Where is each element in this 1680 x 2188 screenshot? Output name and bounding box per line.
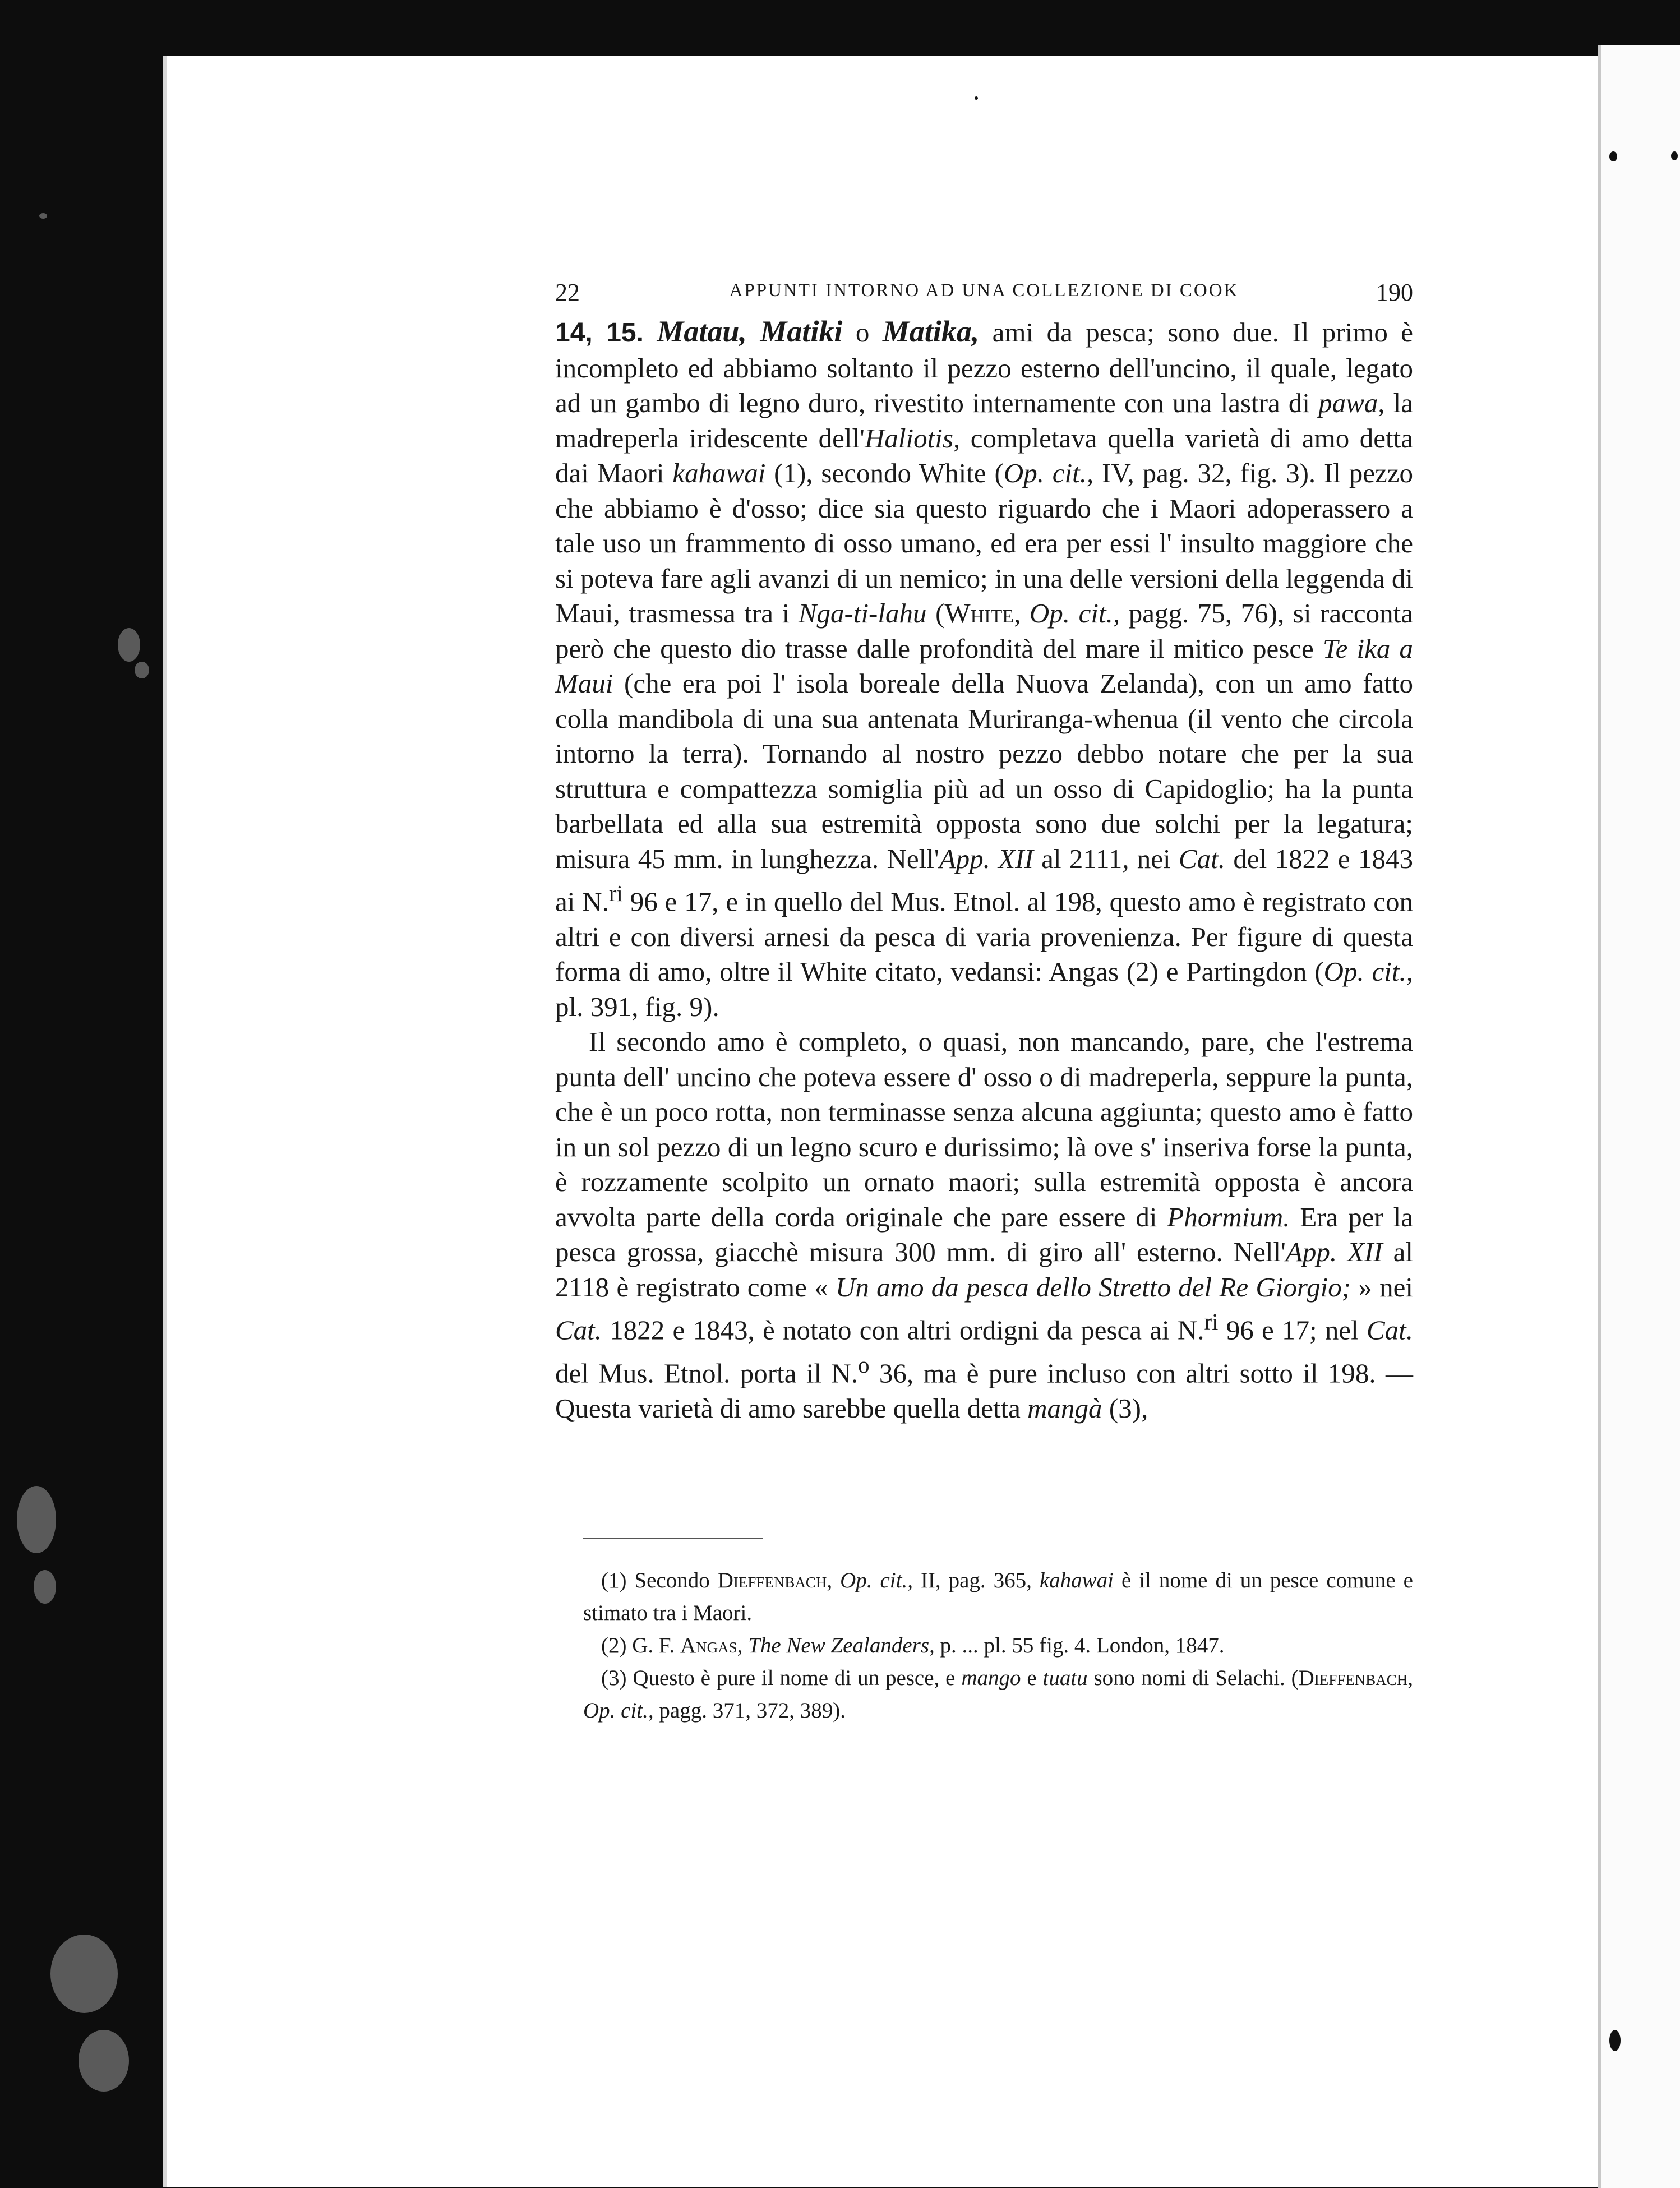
next-page-edge — [1598, 45, 1680, 2188]
text-run: 96 e 17, e in quello del Mus. Etnol. al 198, questo amo è registrato con altri e con diversi arnesi da pesca di varia provenienza. Per figure di questa forma di amo, oltre il White citato, vedansi: Angas (2) e Partingdon ( — [555, 886, 1413, 987]
text-run: ami da pesca; sono due. Il primo è incompleto ed abbiamo soltanto il pezzo esterno dell'uncino, il quale, legato ad un gambo di legno duro, rivestito internamente con una lastra di — [555, 317, 1414, 418]
text-run: sono nomi di Selachi. ( — [1087, 1666, 1299, 1690]
italic-term: pawa, — [1318, 387, 1385, 418]
print-speck — [1609, 151, 1617, 161]
print-speck — [1671, 151, 1678, 160]
scan-speck — [135, 662, 149, 678]
footnote-3 — [583, 1662, 1413, 1727]
scan-speck — [50, 1935, 118, 2013]
text-run: la madreperla iridescente dell' — [555, 387, 1413, 454]
italic-term: Un amo da pesca dello Stretto del Re Giorgio; — [835, 1271, 1351, 1303]
italic-term: Phormium. — [1167, 1201, 1290, 1233]
text-run: pl. 391, fig. 9). — [555, 991, 719, 1022]
italic-term: mangà — [1027, 1392, 1102, 1424]
scan-speck — [17, 1486, 56, 1553]
running-head — [555, 278, 1413, 317]
italic-term: Op. cit., — [1029, 598, 1120, 629]
text-run — [832, 1568, 840, 1592]
page-number-right: 190 — [1376, 279, 1413, 306]
text-run: pagg. 371, 372, 389). — [653, 1698, 846, 1723]
text-run: p. ... pl. 55 fig. 4. London, 1847. — [934, 1633, 1225, 1658]
text-run — [742, 1633, 748, 1658]
text-run: 1822 e 1843, è notato con altri ordigni da pesca ai N. — [602, 1314, 1204, 1346]
text-run: 36, ma è pure incluso con altri sotto il 198. — Questa varietà di amo sarebbe quella detta — [555, 1358, 1414, 1424]
text-run: completava quella varietà di amo detta dai Maori — [555, 422, 1413, 488]
body-text — [555, 314, 1413, 1426]
text-run: del Mus. Etnol. porta il N. — [555, 1358, 859, 1389]
text-run — [1021, 598, 1030, 629]
italic-term: Op. cit., — [1323, 956, 1413, 987]
text-run: del 1822 e 1843 ai N. — [555, 843, 1413, 917]
italic-term: App. XII — [939, 843, 1033, 874]
scan-speck — [79, 2030, 129, 2092]
italic-term: kahawai — [1039, 1568, 1114, 1592]
footnote-rule — [583, 1538, 763, 1539]
italic-term: Te ika a Maui — [555, 633, 1413, 699]
print-speck — [1609, 2030, 1621, 2051]
italic-term: kahawai — [672, 458, 766, 488]
italic-term: App. XII — [1285, 1236, 1383, 1268]
text-run: II, pag. 365, — [912, 1568, 1040, 1592]
scan-speck — [34, 1570, 56, 1604]
page-number-left: 22 — [555, 279, 580, 306]
text-run: (che era poi l' isola boreale della Nuova Zelanda), con un amo fatto colla mandibola di una sua antenata Muriranga-whenua (il vento che circola intorno la terra). Tornando al nostro pezzo debbo notare che per la sua struttura e compattezza somiglia più ad un osso di Capidoglio; ha la punta barbellata ed alla sua estremità opposta sono due solchi per la legatura; misura 45 mm. in lunghezza. Nell' — [555, 668, 1413, 874]
scan-speck — [118, 628, 140, 662]
footnote-2 — [583, 1630, 1413, 1662]
small-caps-author: Dieffenbach, — [717, 1568, 833, 1592]
text-run: al 2118 è registrato come « — [555, 1236, 1413, 1303]
small-caps-author: Dieffenbach, — [1298, 1666, 1414, 1690]
italic-term: Op. cit., — [583, 1698, 654, 1723]
small-caps-author: Angas, — [680, 1633, 743, 1658]
text-run: IV, pag. 32, fig. 3). Il pezzo che abbiamo è d'osso; dice sia questo riguardo che i Maori adoperassero a tale uso un frammento di osso umano, ed era per essi l' insulto maggiore che si poteva fare agli avanzi di un nemico; in una delle versioni della leggenda di Maui, trasmessa tra i — [555, 458, 1413, 629]
footnotes — [583, 1564, 1413, 1727]
footnote-1 — [583, 1564, 1413, 1630]
italic-term: Op. cit., — [1003, 458, 1094, 488]
italic-term: Haliotis, — [864, 422, 961, 454]
text-run: Era per la pesca grossa, giacchè misura 300 mm. di giro all' esterno. Nell' — [555, 1201, 1413, 1268]
superscript: o — [858, 1353, 870, 1378]
italic-term: Op. cit., — [840, 1568, 913, 1592]
italic-term: Cat. — [1178, 843, 1226, 874]
text-run: (1), secondo White ( — [765, 458, 1004, 488]
paragraph-second-hook — [555, 1024, 1413, 1426]
paragraph-matau — [555, 314, 1413, 1024]
scan-speck — [39, 213, 47, 219]
text-run: (3) Questo è pure il nome di un pesce, e — [601, 1666, 962, 1690]
item-heading-matika: Matika, — [882, 315, 980, 348]
item-number: 14, 15. — [555, 318, 644, 348]
text-run: (2) G. F. — [601, 1633, 680, 1658]
text-run: (3), — [1102, 1392, 1148, 1424]
text-run: pagg. 75, 76), si racconta però che questo dio trasse dalle profondità del mare il mitico pesce — [555, 598, 1413, 664]
italic-term: Cat. — [555, 1314, 602, 1346]
italic-term: mango — [961, 1666, 1021, 1690]
text-run: » nei — [1351, 1271, 1413, 1303]
item-heading-matau: Matau, — [657, 315, 747, 348]
text-run: al 2111, nei — [1033, 843, 1179, 874]
italic-term: Cat. — [1366, 1314, 1413, 1346]
text-run: 96 e 17; nel — [1218, 1314, 1367, 1346]
italic-term: Nga-ti-lahu — [798, 598, 927, 629]
text-run: (1) Secondo — [601, 1568, 718, 1592]
small-caps-author: White, — [944, 598, 1021, 629]
running-title: APPUNTI INTORNO AD UNA COLLEZIONE DI COOK — [729, 280, 1239, 301]
print-speck — [975, 96, 978, 100]
italic-term: tuatu — [1042, 1666, 1088, 1690]
item-heading-matiki: Matiki — [760, 315, 843, 348]
text-run: e — [1021, 1666, 1043, 1690]
text-run: è il nome di un pesce comune e stimato tra i Maori. — [583, 1568, 1413, 1625]
superscript: ri — [608, 881, 623, 906]
text-run: ( — [926, 598, 945, 629]
italic-term: The New Zealanders, — [748, 1633, 935, 1658]
conjunction: o — [855, 317, 870, 348]
superscript: ri — [1204, 1309, 1219, 1335]
text-run: Il secondo amo è completo, o quasi, non mancando, pare, che l'estrema punta dell' uncino che poteva essere d' osso o di madreperla, seppure la punta, che è un poco rotta, non terminasse senza alcuna aggiunta; questo amo è fatto in un sol pezzo di un legno scuro e durissimo; là ove s' inseriva forse la punta, è rozzamente scolpito un ornato maori; sulla estremità opposta è ancora avvolta parte della corda originale che pare essere di — [555, 1026, 1413, 1233]
